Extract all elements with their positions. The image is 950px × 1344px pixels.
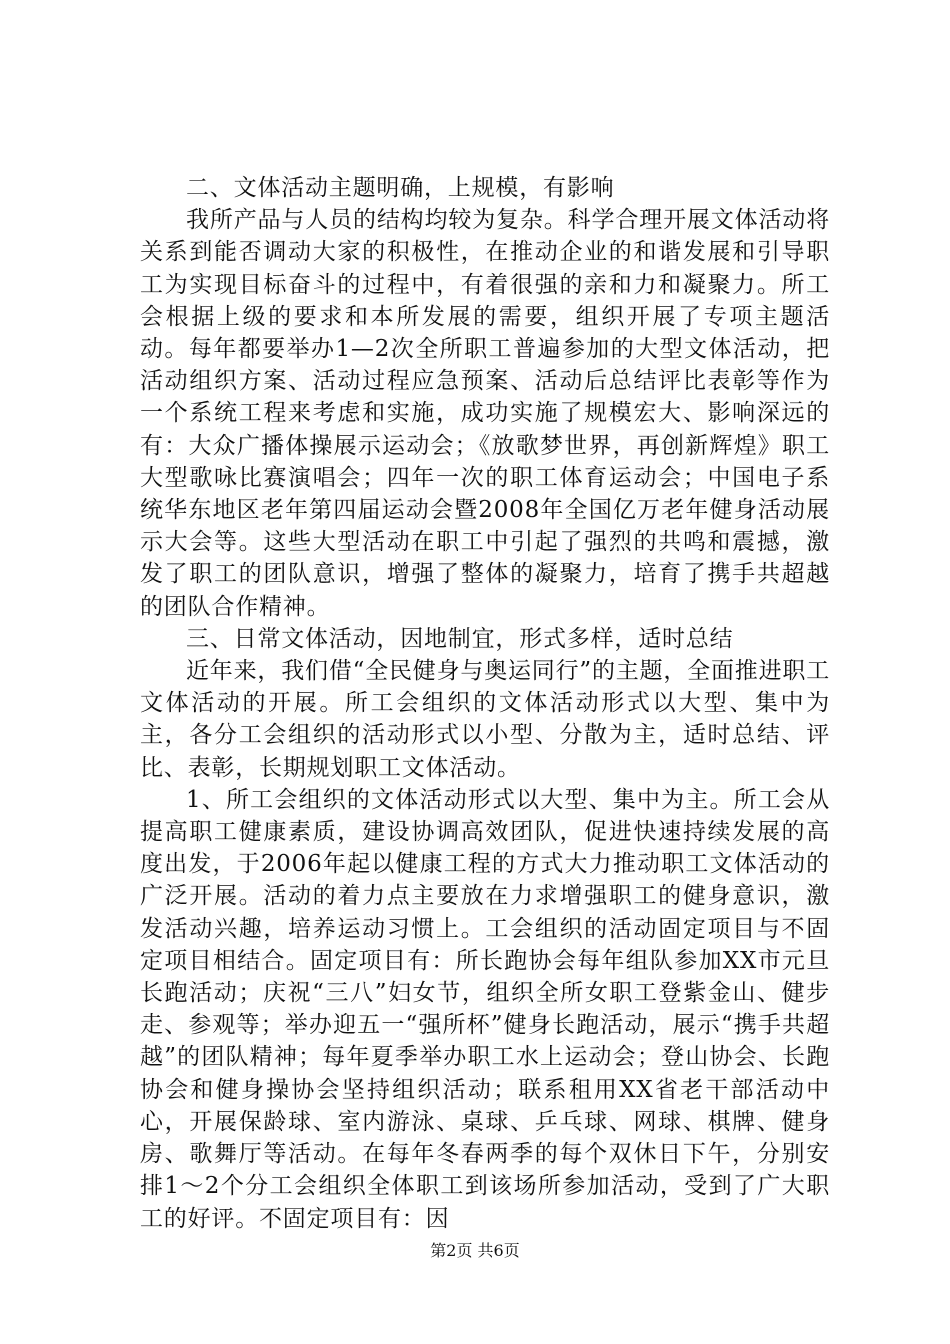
document-body xyxy=(140,172,830,1235)
section-heading-2: 二、文体活动主题明确，上规模，有影响 xyxy=(186,175,615,201)
paragraph: 1、所工会组织的文体活动形式以大型、集中为主。所工会从提高职工健康素质，建设协调高效团队，促进快速持续发展的高度出发，于2006年起以健康工程的方式大力推动职工文体活动的广泛开展。活动的着力点主要放在力求增强职工的健身意识，激发活动兴趣，培养运动习惯上。工会组织的活动固定项目与不固定项目相结合。固定项目有：所长跑协会每年组队参加XX市元旦长跑活动；庆祝“三八”妇女节，组织全所女职工登紫金山、健步走、参观等；举办迎五一“强所杯”健身长跑活动，展示“携手共超越”的团队精神；每年夏季举办职工水上运动会；登山协会、长跑协会和健身操协会坚持组织活动；联系租用XX省老干部活动中心，开展保龄球、室内游泳、桌球、乒乓球、网球、棋牌、健身房、歌舞厅等活动。在每年冬春两季的每个双休日下午，分别安排1～2个分工会组织全体职工到该场所参加活动，受到了广大职工的好评。不固定项目有：因 xyxy=(140,786,830,1232)
paragraph: 近年来，我们借“全民健身与奥运同行”的主题，全面推进职工文体活动的开展。所工会组织的文体活动形式以大型、集中为主，各分工会组织的活动形式以小型、分散为主，适时总结、评比、表彰，长期规划职工文体活动。 xyxy=(140,658,830,781)
paragraph: 我所产品与人员的结构均较为复杂。科学合理开展文体活动将关系到能否调动大家的积极性，在推动企业的和谐发展和引导职工为实现目标奋斗的过程中，有着很强的亲和力和凝聚力。所工会根据上级的要求和本所发展的需要，组织开展了专项主题活动。每年都要举办1—2次全所职工普遍参加的大型文体活动，把活动组织方案、活动过程应急预案、活动后总结评比表彰等作为一个系统工程来考虑和实施，成功实施了规模宏大、影响深远的有：大众广播体操展示运动会；《放歌梦世界，再创新辉煌》职工大型歌咏比赛演唱会；四年一次的职工体育运动会；中国电子系统华东地区老年第四届运动会暨2008年全国亿万老年健身活动展示大会等。这些大型活动在职工中引起了强烈的共鸣和震撼，激发了职工的团队意识，增强了整体的凝聚力，培育了携手共超越的团队合作精神。 xyxy=(140,207,830,620)
section-heading-3: 三、日常文体活动，因地制宜，形式多样，适时总结 xyxy=(186,625,734,652)
page-footer: 第2页 共6页 xyxy=(430,1241,520,1260)
